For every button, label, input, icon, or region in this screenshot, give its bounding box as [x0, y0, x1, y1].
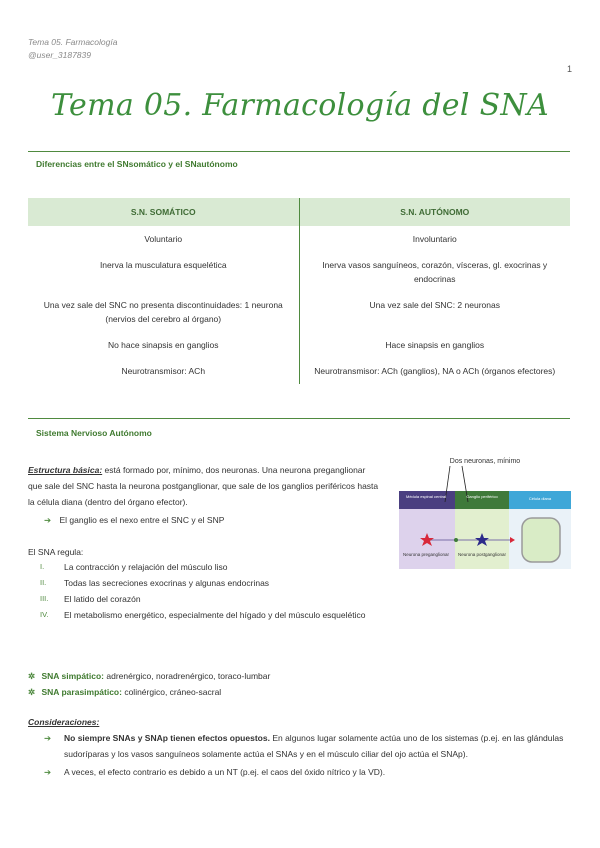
page-number: 1 — [566, 64, 572, 74]
table-cell: Inerva vasos sanguíneos, corazón, vísceras, gl. exocrinas y endocrinas — [299, 252, 570, 292]
table-cell: No hace sinapsis en ganglios — [107, 340, 219, 350]
parasimpatico-text: colinérgico, cráneo-sacral — [121, 687, 222, 697]
table-cell: Neurotransmisor: ACh (ganglios), NA o ACh (órganos efectores) — [299, 358, 570, 384]
asterisk-bullet-icon: ✲ — [28, 671, 36, 681]
table-cell: Involuntario — [299, 226, 570, 252]
table-row — [28, 358, 570, 384]
estructura-text: está formado por, mínimo, dos neuronas. Una neurona preganglionar que sale del SNC hasta la neurona postganglionar, que sale de los ganglios periféricos hasta la célula diana (dentro del órgano efector). — [28, 465, 379, 507]
table-cell: Una vez sale del SNC: 2 neuronas — [299, 292, 570, 332]
sna-types-list — [28, 668, 568, 700]
section-heading-diferencias: Diferencias entre el SNsomático y el SNautónomo — [36, 159, 238, 169]
band-label-ganglion: Ganglio periférico — [466, 494, 498, 499]
list-item — [28, 607, 508, 623]
table-row — [28, 252, 570, 292]
neuron-label-postganglionar: Neurona postganglionar — [457, 552, 507, 557]
neuron-figure — [398, 458, 572, 570]
asterisk-bullet-icon: ✲ — [28, 687, 36, 697]
list-item — [44, 730, 564, 762]
consideraciones-heading — [28, 714, 99, 730]
consid1-text: En algunos lugar solamente actúa uno de los sistemas (p.ej. en las glándulas sudoríparas y los vasos sanguíneos solamente actúa el SNAs y en el músculo ciliar del ojo actúa el SNAp). — [64, 733, 564, 759]
list-item-text: La contracción y relajación del músculo liso — [64, 562, 228, 572]
arrow-right-icon: ➔ — [44, 733, 52, 743]
list-marker: II. — [40, 578, 47, 587]
list-item — [28, 575, 508, 591]
course-name: Tema 05. Farmacología — [28, 37, 118, 47]
section-divider — [28, 418, 570, 419]
list-item — [28, 591, 508, 607]
consid1-bold: No siempre SNAs y SNAp tienen efectos opuestos. — [64, 733, 270, 743]
list-item-text: Todas las secreciones exocrinas y algunas endocrinas — [64, 578, 270, 588]
list-marker: III. — [40, 594, 49, 603]
consid2-text: A veces, el efecto contrario es debido a un NT (p.ej. el caos del óxido nítrico y la VD). — [64, 767, 386, 777]
consideraciones-list — [44, 730, 564, 780]
figure-caption: Dos neuronas, mínimo — [449, 458, 521, 465]
band-label-cns: Médula espinal central — [405, 494, 447, 499]
column-header-somatico: S.N. SOMÁTICO — [28, 198, 299, 226]
list-item-text: El latido del corazón — [64, 594, 141, 604]
user-handle: @user_3187839 — [28, 50, 91, 60]
list-item — [28, 684, 568, 700]
parasimpatico-label: SNA parasimpático: — [41, 687, 122, 697]
simpatico-text: adrenérgico, noradrenérgico, toraco-lumbar — [104, 671, 271, 681]
table-cell: Neurotransmisor: ACh — [121, 366, 206, 376]
table-header-row — [28, 198, 570, 226]
arrow-right-icon: ➔ — [44, 515, 52, 525]
consideraciones-label: Consideraciones: — [28, 717, 100, 727]
neuron-label-preganglionar: Neurona preganglionar — [402, 552, 450, 557]
document-header — [28, 36, 117, 62]
estructura-label: Estructura básica: — [28, 465, 103, 475]
table-cell: Inerva la musculatura esquelética — [99, 260, 227, 270]
table-cell: Una vez sale del SNC no presenta discontinuidades: 1 neurona (nervios del cerebro al órgano) — [43, 300, 283, 324]
page-title: Tema 05. Farmacología del SNA — [51, 88, 549, 123]
ganglio-note — [44, 512, 364, 528]
table-cell: Voluntario — [144, 234, 183, 244]
ganglio-note-text: El ganglio es el nexo entre el SNC y el SNP — [59, 515, 225, 525]
table-row — [28, 332, 570, 358]
estructura-paragraph — [28, 462, 380, 510]
column-header-autonomo: S.N. AUTÓNOMO — [299, 198, 570, 226]
table-cell: Hace sinapsis en ganglios — [299, 332, 570, 358]
list-item — [28, 668, 568, 684]
regula-intro: El SNA regula: — [28, 547, 84, 557]
list-marker: IV. — [40, 610, 49, 619]
list-item-text: El metabolismo energético, especialmente del hígado y del músculo esquelético — [64, 610, 366, 620]
list-item — [44, 764, 564, 780]
table-row — [28, 292, 570, 332]
synapse-dot — [454, 538, 458, 542]
target-cell-icon — [522, 518, 560, 562]
arrow-right-icon: ➔ — [44, 767, 52, 777]
section-divider — [28, 151, 570, 152]
band-label-target: Célula diana — [528, 496, 552, 501]
section-heading-sna: Sistema Nervioso Autónomo — [36, 428, 152, 438]
simpatico-label: SNA simpático: — [41, 671, 105, 681]
table-row — [28, 226, 570, 252]
list-marker: I. — [40, 562, 45, 571]
comparison-table — [28, 198, 570, 384]
